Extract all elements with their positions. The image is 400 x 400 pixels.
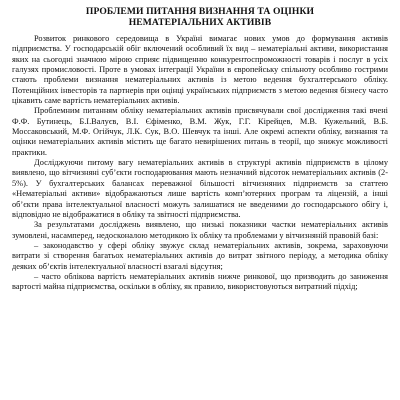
paragraph-intro: Розвиток ринкового середовища в Україні вимагає нових умов до формування активів підприємства. У господарській обіг включений особливий їх вид – нематеріальні активи, використання яких на сьогодні значною мірою сприяє підвищенню конкурентоспроможності товарів і послуг в усіх галузях промисловості. Проте в умовах інтеграції України в європейську спільноту особливо гострими стають проблеми визнання нематеріальних активів із метою ведення бухгалтерського обліку. Потенційних інвесторів та партнерів при оцінці українських підприємств з метою ведення бізнесу часто цікавить саме вартість нематеріальних активів. [12,34,388,106]
paragraph-share-analysis: Досліджуючи питому вагу нематеріальних активів в структурі активів підприємств в цілому виявлено, що вітчизняні суб’єкти господарювання мають незначний відсоток нематеріальних активів (2-5%). У бухгалтерських балансах переважної більшості вітчизняних підприємств за статтею «Нематеріальні активи» відображаються лише вартість комп’ютерних програм та ліцензій, а інші об’єкти права інтелектуальної власності можуть залишатися не введеними до господарського обігу і, відповідно не відображатися в обліку та звітності підприємства. [12,158,388,219]
title-line-1: ПРОБЛЕМИ ПИТАННЯ ВИЗНАННЯ ТА ОЦІНКИ [85,6,315,17]
list-item-legislation: – законодавство у сфері обліку звужує склад нематеріальних активів, зокрема, зараховуючи витрати зі створення багатьох нематеріальних активів до витрат звітного періоду, а методика обліку деяких об’єктів інтелектуальної власності взагалі відсутня; [12,240,388,271]
document-title [12,6,388,28]
paragraph-findings: За результатами досліджень виявлено, що низькі показники частки нематеріальних активів зумовлені, насамперед, недосконалою методикою їх обліку та проблемами у вітчизняній правовій базі: [12,220,388,240]
title-line-2: НЕМАТЕРІАЛЬНИХ АКТИВІВ [128,17,272,28]
paragraph-researchers: Проблемним питанням обліку нематеріальних активів присвячували свої дослідження такі вчені Ф.Ф. Бутинець, Б.І.Валуєв, В.І. Єфіменко, В.М. Жук, Г.Г. Кірейцев, М.В. Кужельний, В.Б. Моссаковський, М.Ф. Огійчук, Л.К. Сук, В.О. Шевчук та інші. Але окремі аспекти обліку, визнання та оцінки нематеріальних активів містить ще багато невирішених питань в теорії, що знижує можливості практики. [12,106,388,157]
list-item-valuation: – часто облікова вартість нематеріальних активів нижче ринкової, що призводить до заниження вартості майна підприємства, оскільки в обліку, як правило, використовуються витратний підхід; [12,271,388,292]
